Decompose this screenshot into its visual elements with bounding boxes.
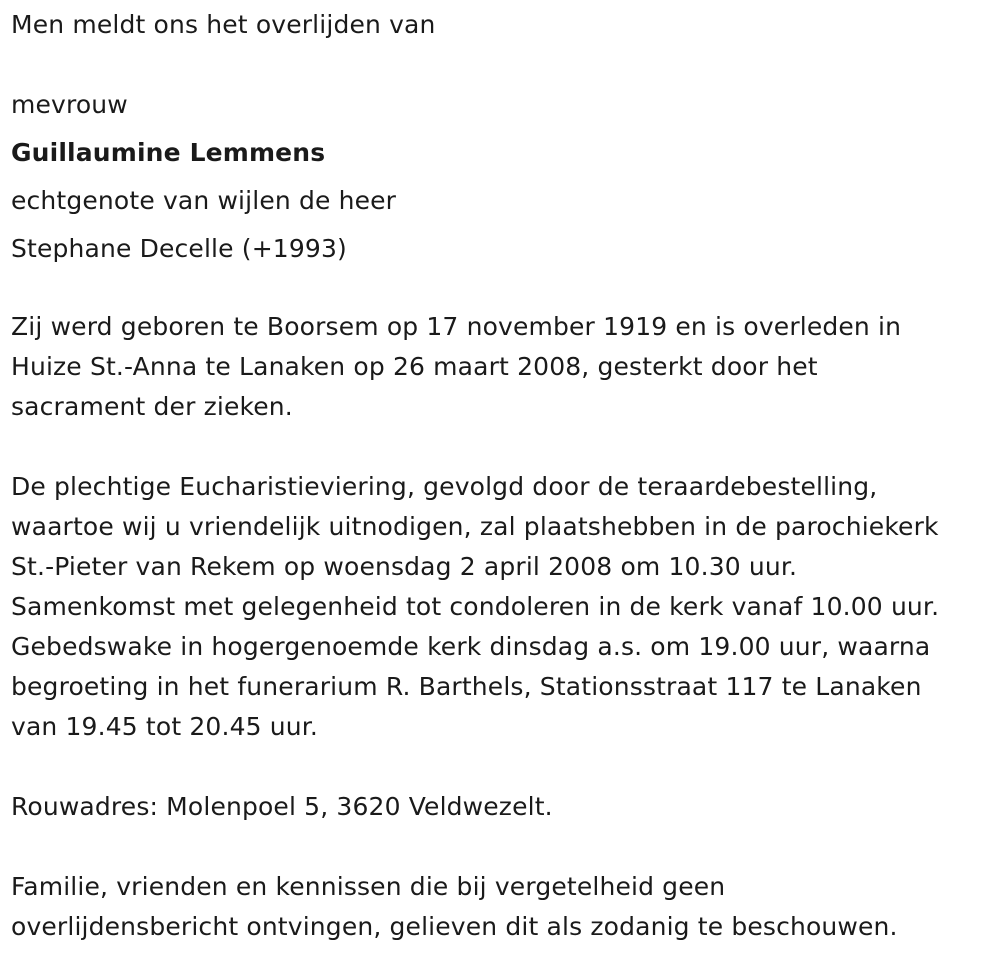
paragraph-line: St.-Pieter van Rekem op woensdag 2 april 2008 om 10.30 uur.: [11, 552, 798, 581]
paragraph-line: waartoe wij u vriendelijk uitnodigen, zal plaatshebben in de parochiekerk: [11, 512, 939, 541]
paragraph-line: sacrament der zieken.: [11, 392, 293, 421]
paragraph-line: De plechtige Eucharistieviering, gevolgd door de teraardebestelling,: [11, 472, 878, 501]
intro-line: Men meldt ons het overlijden van: [11, 10, 436, 39]
paragraph-line: Zij werd geboren te Boorsem op 17 november 1919 en is overleden in: [11, 312, 902, 341]
spacer: [11, 427, 996, 467]
birth-paragraph: [11, 307, 996, 427]
paragraph-line: Huize St.-Anna te Lanaken op 26 maart 2008, gesterkt door het: [11, 352, 818, 381]
obituary-notice: [11, 0, 996, 947]
spacer: [11, 827, 996, 867]
paragraph-line: begroeting in het funerarium R. Barthels, Stationsstraat 117 te Lanaken: [11, 672, 922, 701]
paragraph-line: overlijdensbericht ontvingen, gelieven dit als zodanig te beschouwen.: [11, 912, 898, 941]
spacer: [11, 273, 996, 307]
ceremony-paragraph: [11, 467, 996, 747]
spouse-line-1: echtgenote van wijlen de heer: [11, 186, 397, 215]
paragraph-line: Gebedswake in hogergenoemde kerk dinsdag a.s. om 19.00 uur, waarna: [11, 632, 931, 661]
title-prefix: mevrouw: [11, 90, 128, 119]
spacer: [11, 747, 996, 787]
paragraph-line: Familie, vrienden en kennissen die bij vergetelheid geen: [11, 872, 726, 901]
closing-paragraph: [11, 867, 996, 947]
paragraph-line: Samenkomst met gelegenheid tot condoleren in de kerk vanaf 10.00 uur.: [11, 592, 940, 621]
mourning-address: Rouwadres: Molenpoel 5, 3620 Veldwezelt.: [11, 792, 553, 821]
paragraph-line: van 19.45 tot 20.45 uur.: [11, 712, 319, 741]
spacer: [11, 50, 996, 81]
deceased-name: Guillaumine Lemmens: [11, 138, 326, 167]
spouse-line-2: Stephane Decelle (+1993): [11, 234, 347, 263]
